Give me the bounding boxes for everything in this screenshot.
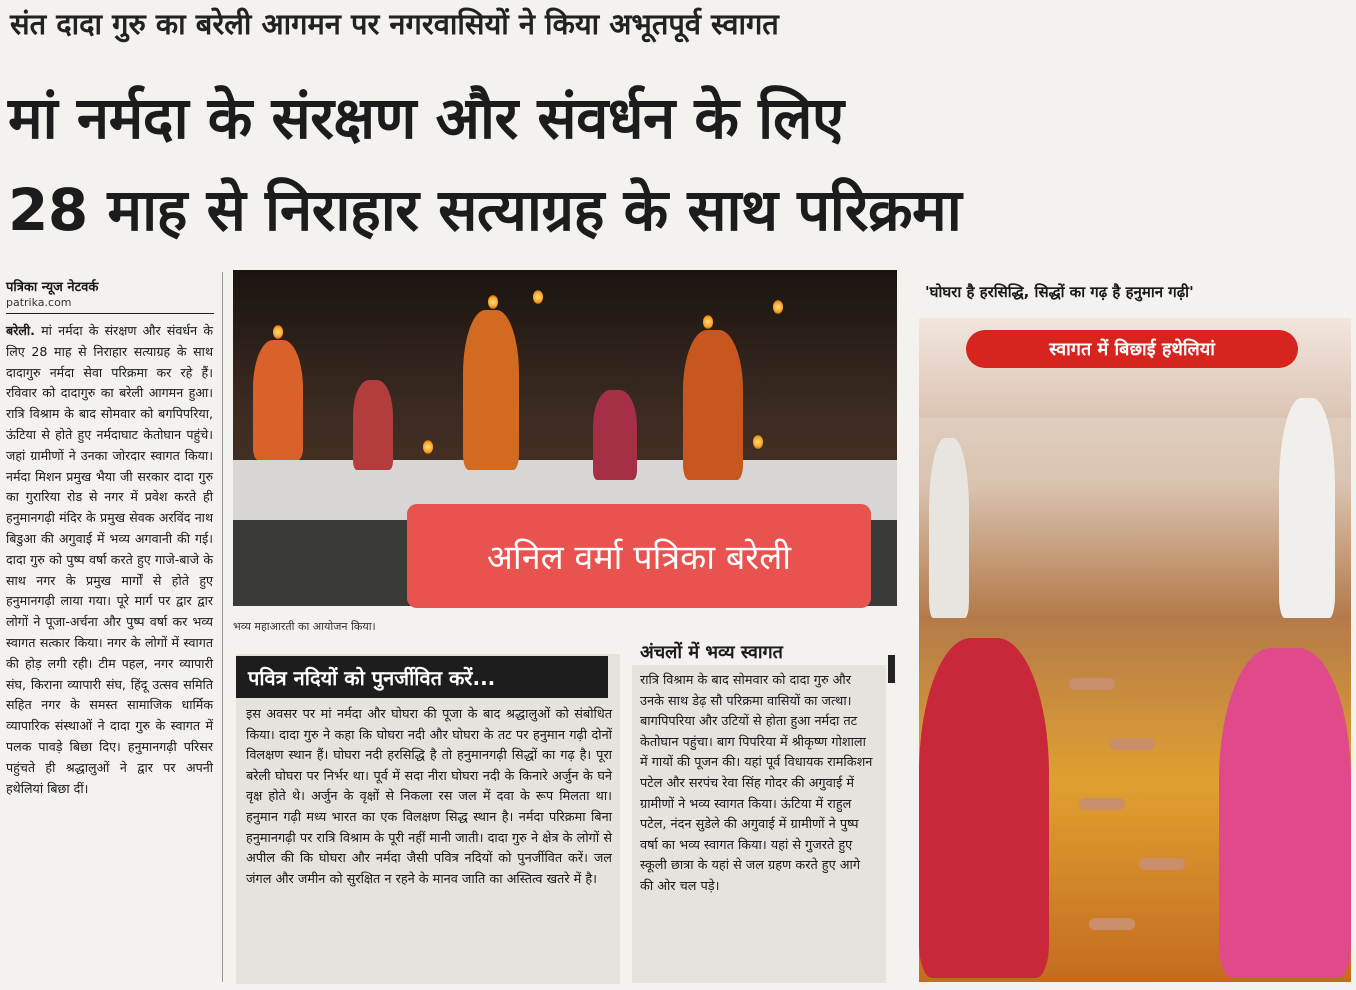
box-text: इस अवसर पर मां नर्मदा और घोघरा की पूजा के बाद श्रद्धालुओं को संबोधित किया। दादा गुरु ने कहा कि घोघरा नदी और घोघरा के तट पर हनुमान गढ़ी दोनों विलक्षण स्थान हैं। घोघरा नदी हरसिद्धि है तो हनुमानगढ़ी सिद्धों का गढ़ है। पूरा बरेली घोघरा पर निर्भर था। पूर्व में सदा नीरा घोघरा नदी के किनारे अर्जुन के घने वृक्ष होते थे। अर्जुन के वृक्षों से निकला रस जल में दवा के रूप मिलता था। हनुमान गढ़ी मध्य भारत का एक विलक्षण सिद्ध स्थान है। नर्मदा परिक्रमा बिना हनुमानगढ़ी पर रात्रि विश्राम के पूरी नहीं मानी जाती। दादा गुरु ने क्षेत्र के लोगों से अपील की कि घोघरा और नर्मदा जैसी पवित्र नदियों को पुनर्जीवित करें। जल जंगल और जमीन को सुरक्षित न रहने के मानव जाति का अस्तित्व खतरे में है। bbox=[246, 707, 612, 887]
woman-figure bbox=[1219, 648, 1351, 978]
lamp-flame bbox=[773, 300, 783, 314]
lamp-flame bbox=[488, 295, 498, 309]
article-body-text: मां नर्मदा के संरक्षण और संवर्धन के लिए 28 माह से निराहार सत्याग्रह के साथ दादागुरु नर्मदा सेवा परिक्रमा कर रहे हैं। रविवार को दादागुरु का बरेली आगमन हुआ। रात्रि विश्राम के बाद सोमवार को बगपिपरिया, ऊंटिया से होते हुए नर्मदाघाट केतोघान पहुंचे। जहां ग्रामीणों ने उनका जोरदार स्वागत किया। नर्मदा मिशन प्रमुख भैया जी सरकार दादा गुरु का गुरारिया रोड से नगर में प्रवेश करते ही हनुमानगढ़ी मंदिर के प्रमुख सेवक अरविंद नाथ बिडुआ की अगुवाई में भव्य अगवानी की गई। दादा गुरु को पुष्प वर्षा करते हुए गाजे-बाजे के साथ नगर के प्रमुख मार्गों से होते हुए हनुमानगढ़ी लाया गया। पूरे मार्ग पर द्वार द्वार लोगों ने पूजा-अर्चना और पुष्प वर्षा कर भव्य स्वागत सत्कार किया। नगर के लोगों में स्वागत की होड़ लगी रही। टीम पहल, नगर व्यापारी संघ, किराना व्यापारी संघ, हिंदू उत्सव समिति सहित नगर के समस्त सामाजिक धार्मिक व्यापारिक संस्थाओं ने दादा गुरु के स्वागत में पलक पावड़े बिछा दिए। हनुमानगढ़ी परिसर पहुंचते ही श्रद्धालुओं ने द्वार पर अपनी हथेलियां बिछा दीं। bbox=[6, 323, 213, 796]
palm bbox=[1089, 918, 1135, 930]
article-body bbox=[6, 321, 213, 799]
priest-figure bbox=[463, 310, 519, 470]
devotee-figure bbox=[353, 380, 393, 470]
site-name: patrika.com bbox=[6, 296, 72, 309]
palm bbox=[1069, 678, 1115, 690]
priest-figure bbox=[253, 340, 303, 460]
woman-figure bbox=[919, 638, 1049, 978]
lamp-flame bbox=[273, 325, 283, 339]
column-divider bbox=[222, 272, 223, 982]
byline: पत्रिका न्यूज नेटवर्क bbox=[6, 280, 99, 295]
heading-accent bbox=[888, 655, 895, 683]
right-box-text: रात्रि विश्राम के बाद सोमवार को दादा गुरु और उनके साथ डेढ़ सौ परिक्रमा वासियों का जत्था। बागपिपरिया और उटियों से होता हुआ नर्मदा तट केतोघान पहुंचा। बाग पिपरिया में श्रीकृष्ण गोशाला में गायों की पूजन की। यहां पूर्व विधायक रामकिशन पटेल और सरपंच रेवा सिंह गोदर की अगुवाई में ग्रामीणों ने भव्य स्वागत किया। ऊंटिया में राहुल पटेल, नंदन सुडेले की अगुवाई में ग्रामीणों ने पुष्प वर्षा का भव्य स्वागत किया। यहां से गुजरते हुए स्कूली छात्रा के यहां से जल ग्रहण करते हुए आगे की ओर चल पड़े। bbox=[640, 673, 873, 894]
article-kicker: संत दादा गुरु का बरेली आगमन पर नगरवासियों ने किया अभूतपूर्व स्वागत bbox=[10, 7, 779, 41]
palm bbox=[1139, 858, 1185, 870]
headline-line-1: मां नर्मदा के संरक्षण और संवर्धन के लिए bbox=[8, 84, 844, 152]
photo-tag: स्वागत में बिछाई हथेलियां bbox=[966, 330, 1298, 368]
person-figure bbox=[1279, 398, 1335, 618]
lamp-flame bbox=[423, 440, 433, 454]
person-figure bbox=[929, 438, 969, 618]
photographer-overlay: अनिल वर्मा पत्रिका बरेली bbox=[407, 504, 871, 608]
lamp-flame bbox=[533, 290, 543, 304]
dateline: बरेली. bbox=[6, 323, 35, 338]
lamp-flame bbox=[753, 435, 763, 449]
box-heading: पवित्र नदियों को पुनर्जीवित करें... bbox=[236, 656, 608, 698]
welcome-photo bbox=[919, 318, 1351, 982]
right-box-heading: अंचलों में भव्य स्वागत bbox=[640, 642, 783, 663]
lamp-flame bbox=[703, 315, 713, 329]
devotee-figure bbox=[593, 390, 637, 480]
headline-line-2: 28 माह से निराहार सत्याग्रह के साथ परिक्रमा bbox=[8, 176, 962, 244]
photo-caption: भव्य महाआरती का आयोजन किया। bbox=[233, 620, 376, 633]
palm bbox=[1079, 798, 1125, 810]
photo-side-caption: 'घोघरा है हरसिद्धि, सिद्धों का गढ़ है हनुमान गढ़ी' bbox=[925, 283, 1194, 301]
priest-figure bbox=[683, 330, 743, 480]
divider bbox=[6, 313, 214, 314]
palm bbox=[1109, 738, 1155, 750]
